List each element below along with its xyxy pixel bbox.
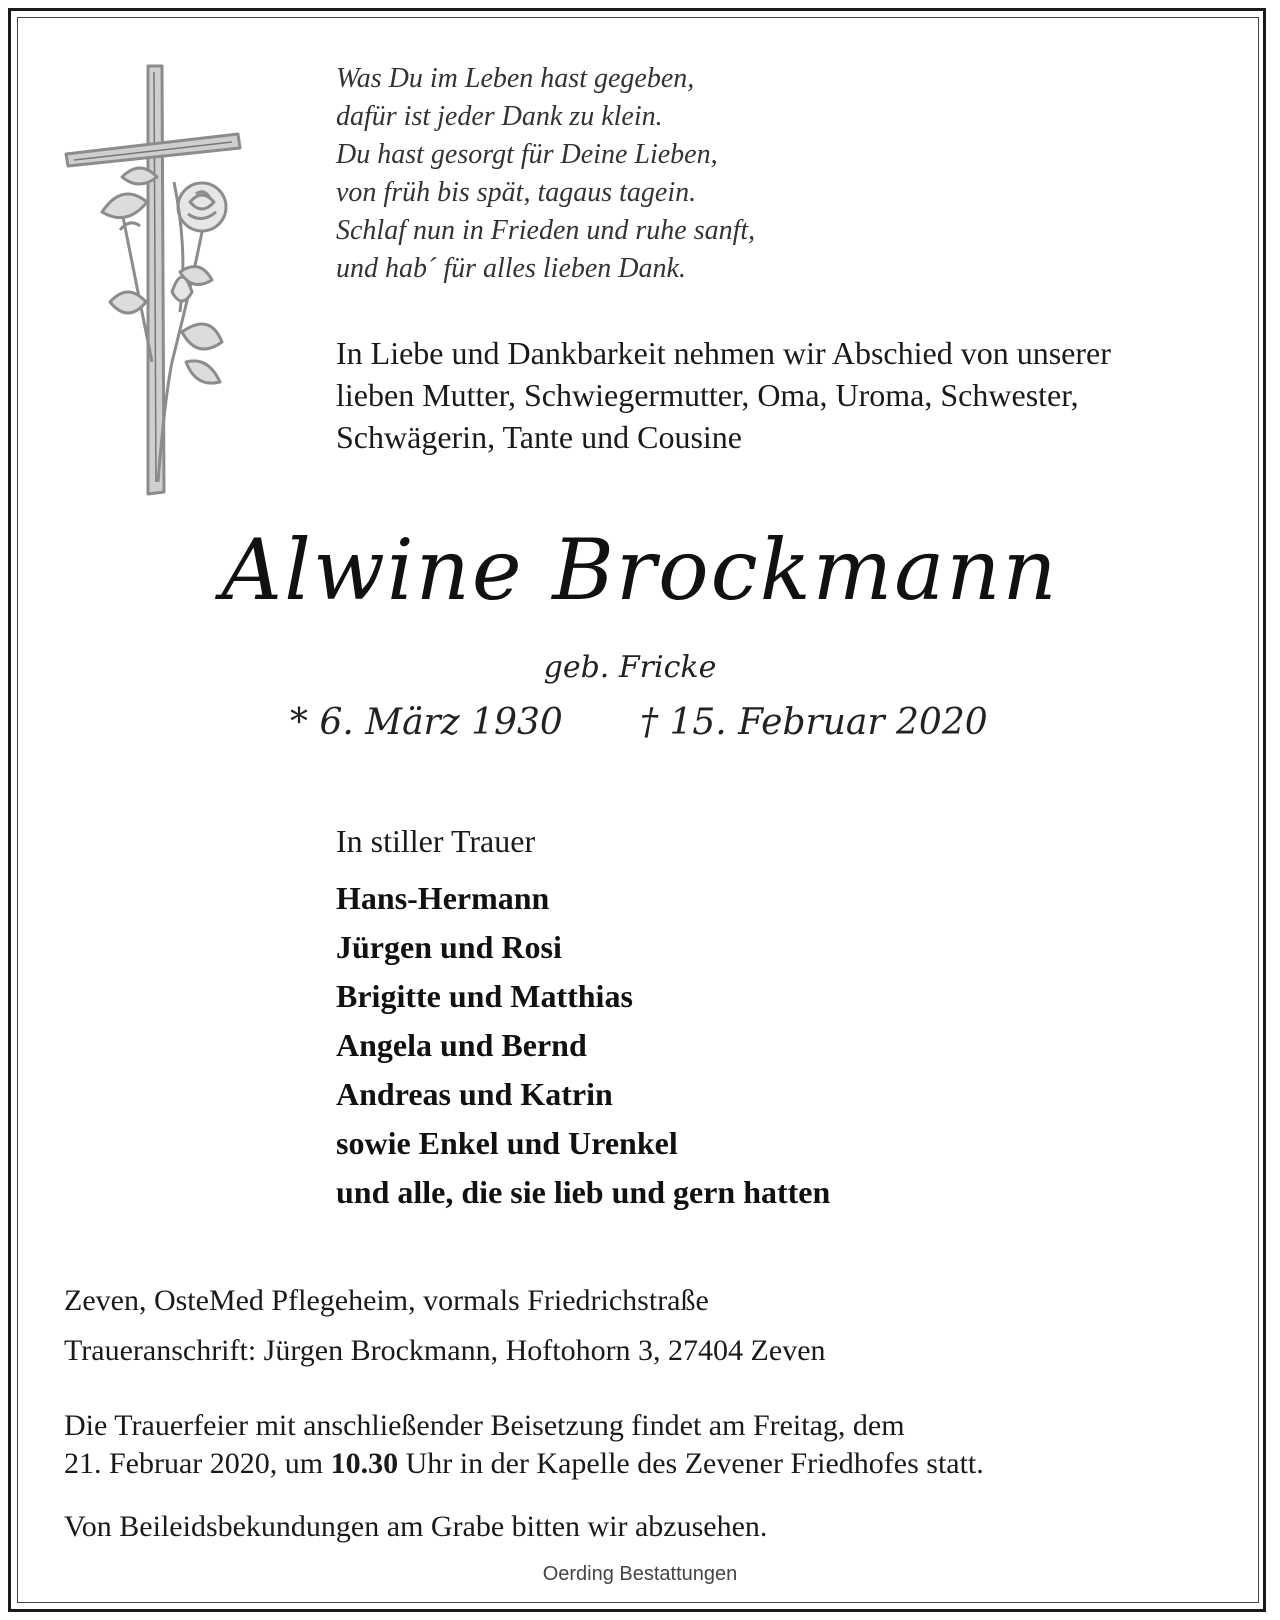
farewell-intro xyxy=(336,332,1236,458)
service-place-text: Uhr in der Kapelle des Zevener Friedhofes statt. xyxy=(398,1447,984,1480)
mourner-item: Brigitte und Matthias xyxy=(336,978,633,1014)
location-line: Zeven, OsteMed Pflegeheim, vormals Friedrichstraße xyxy=(64,1284,709,1317)
service-info xyxy=(64,1407,1214,1483)
poem-line: und hab´ für alles lieben Dank. xyxy=(336,253,686,284)
mourners-list xyxy=(336,874,830,1217)
service-date-text: 21. Februar 2020, um xyxy=(64,1447,331,1480)
service-line-1: Die Trauerfeier mit anschließender Beisetzung findet am Freitag, dem xyxy=(64,1409,905,1442)
address-block xyxy=(64,1276,826,1376)
poem-line: Du hast gesorgt für Deine Lieben, xyxy=(336,139,718,170)
death-date: † 15. Februar 2020 xyxy=(640,702,988,743)
mourner-item: Andreas und Katrin xyxy=(336,1076,613,1112)
birth-name: geb. Fricke xyxy=(543,650,717,685)
poem-line: von früh bis spät, tagaus tagein. xyxy=(336,177,697,208)
poem xyxy=(336,60,1136,288)
mourner-item: Angela und Bernd xyxy=(336,1027,587,1063)
mourner-item: sowie Enkel und Urenkel xyxy=(336,1125,678,1161)
service-time: 10.30 xyxy=(330,1447,399,1480)
deceased-name: Alwine Brockmann xyxy=(221,521,1059,619)
mourner-item: Jürgen und Rosi xyxy=(336,929,562,965)
cross-with-rose-icon xyxy=(62,62,252,522)
mourning-heading: In stiller Trauer xyxy=(336,823,536,859)
intro-line: lieben Mutter, Schwiegermutter, Oma, Uroma, Schwester, xyxy=(336,377,1079,413)
mourner-item: Hans-Hermann xyxy=(336,880,550,916)
service-line-2 xyxy=(64,1445,1214,1483)
condolence-note: Von Beileidsbekundungen am Grabe bitten wir abzusehen. xyxy=(64,1510,768,1543)
poem-line: Schlaf nun in Frieden und ruhe sanft, xyxy=(336,215,756,246)
mourner-item: und alle, die sie lieb und gern hatten xyxy=(336,1174,831,1210)
birth-date: * 6. März 1930 xyxy=(290,702,563,743)
poem-line: Was Du im Leben hast gegeben, xyxy=(336,63,695,94)
undertaker-credit: Oerding Bestattungen xyxy=(542,1563,738,1585)
intro-line: In Liebe und Dankbarkeit nehmen wir Abschied von unserer xyxy=(336,335,1111,371)
intro-line: Schwägerin, Tante und Cousine xyxy=(336,419,742,455)
mourning-address-line: Traueranschrift: Jürgen Brockmann, Hoftohorn 3, 27404 Zeven xyxy=(64,1334,826,1367)
poem-line: dafür ist jeder Dank zu klein. xyxy=(336,101,663,132)
